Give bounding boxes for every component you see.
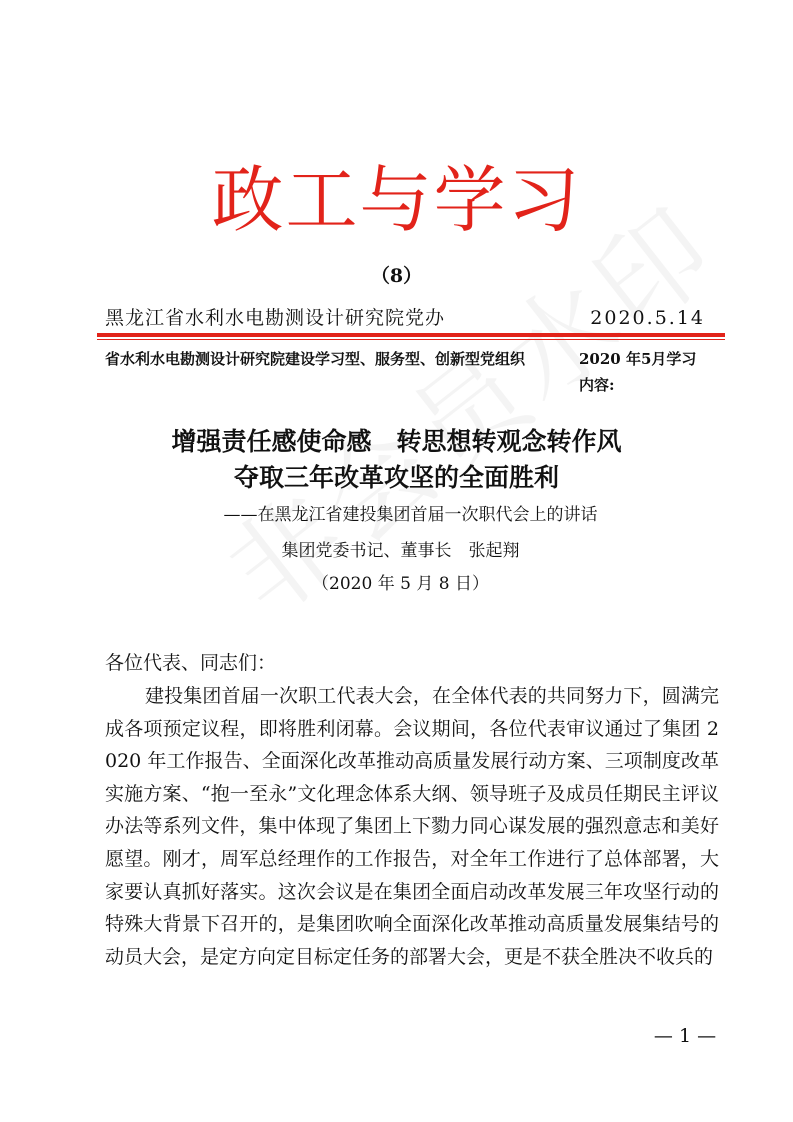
red-divider-thick xyxy=(97,333,725,337)
salutation: 各位代表、同志们： xyxy=(105,652,277,674)
organization-name: 黑龙江省水利水电勘测设计研究院党办 xyxy=(105,307,446,329)
body-paragraph: 建投集团首届一次职工代表大会，在全体代表的共同努力下，圆满完成各项预定议程，即将胜利闭幕。会议期间，各位代表审议通过了集团 2020 年工作报告、全面深化改革推动高质量发展行动方案、三项制度改革实施方案、“抱一至永”文化理念体系大纲、领导班子及成员任期民主评议办法等系列文件，集中体现了集团上下勠力同心谋发展的强烈意志和美好愿望。刚才，周军总经理作的工作报告，对全年工作进行了总体部署，大家要认真抓好落实。这次会议是在集团全面启动改革发展三年攻坚行动的特殊大背景下召开的，是集团吹响全面深化改革推动高质量发展集结号的动员大会，是定方向定目标定任务的部署大会，更是不获全胜决不收兵的 xyxy=(105,685,719,968)
article-subtitle: ——在黑龙江省建投集团首届一次职代会上的讲话 xyxy=(223,505,598,525)
header-info-line xyxy=(105,304,705,332)
article-title-line-1: 增强责任感使命感 转思想转观念转作风 xyxy=(171,427,622,456)
masthead-title: 政工与学习 xyxy=(211,158,582,242)
sub-header-line xyxy=(105,346,705,394)
issue-number: （8） xyxy=(370,265,423,287)
sub-organization: 省水利水电勘测设计研究院建设学习型、服务型、创新型党组织 xyxy=(105,350,526,368)
page-number: — 1 — xyxy=(653,1025,717,1047)
article-title-line-2: 夺取三年改革攻坚的全面胜利 xyxy=(233,463,559,492)
speaker-line: 集团党委书记、董事长 张起翔 xyxy=(281,541,520,561)
speech-date: （2020 年 5 月 8 日） xyxy=(312,574,489,594)
red-divider-thin xyxy=(97,339,725,340)
study-content-label: 2020 年5月学习内容: xyxy=(579,350,697,394)
issue-date: 2020.5.14 xyxy=(590,307,705,329)
